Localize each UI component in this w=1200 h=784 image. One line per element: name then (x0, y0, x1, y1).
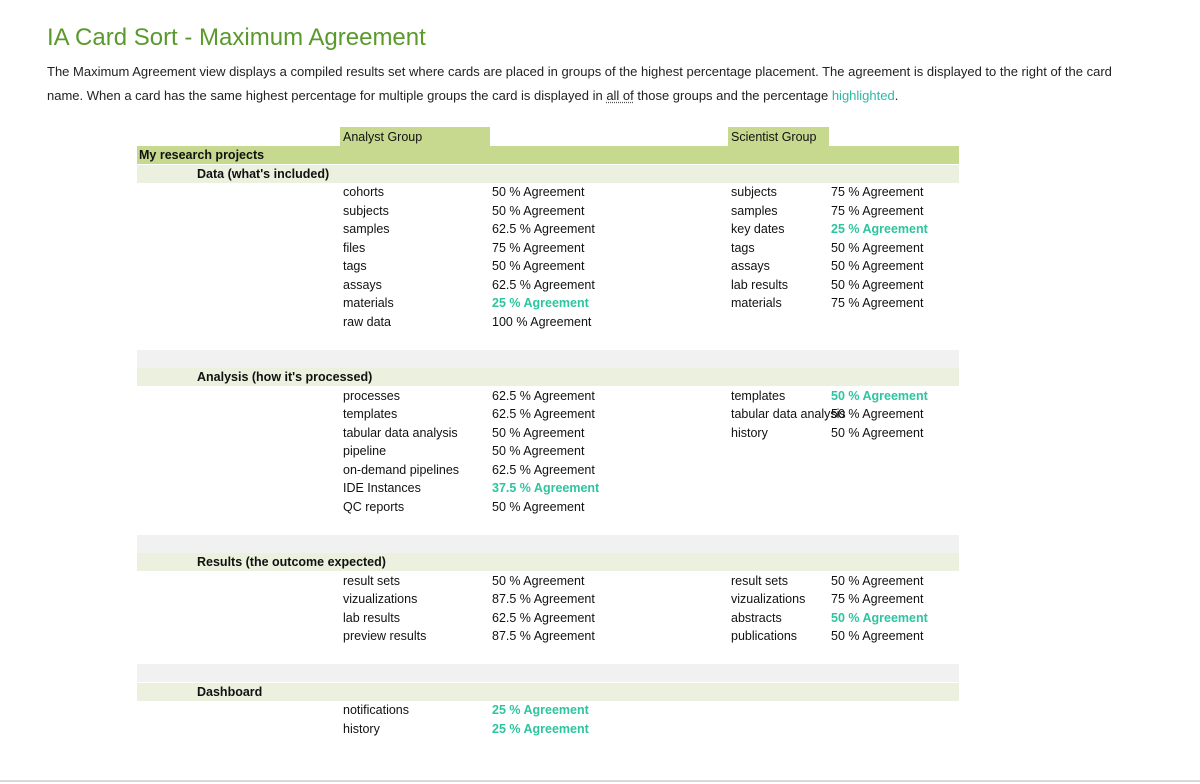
analyst-agreement: 25 % Agreement (492, 721, 589, 736)
section-label: Results (the outcome expected) (197, 555, 386, 569)
analyst-agreement: 50 % Agreement (492, 425, 585, 440)
analyst-card-name: templates (343, 407, 398, 421)
scientist-card-name: publications (731, 629, 798, 643)
analyst-agreement: 50 % Agreement (492, 573, 585, 588)
analyst-card-name: subjects (343, 203, 389, 218)
scientist-card-name: subjects (731, 185, 777, 199)
analyst-agreement: 25 % Agreement (492, 296, 589, 310)
scientist-card-name: materials (731, 296, 782, 310)
analyst-agreement: 50 % Agreement (492, 499, 585, 514)
analyst-agreement: 50 % Agreement (492, 185, 585, 199)
page-title: IA Card Sort - Maximum Agreement (47, 24, 426, 51)
analyst-agreement: 62.5 % Agreement (492, 407, 595, 421)
scientist-card-name: key dates (731, 222, 785, 236)
scientist-agreement: 75 % Agreement (831, 203, 924, 218)
analyst-agreement: 62.5 % Agreement (492, 610, 595, 625)
intro-text-1: The Maximum Agreement view displays a compiled results set where cards are placed in groups of the highest percentage placement. The agreement is displayed to the right of the card name. When a card has the same highest percentage for multiple groups the card is displayed in (47, 64, 1112, 103)
analyst-agreement: 62.5 % Agreement (492, 277, 595, 292)
analyst-card-name: tabular data analysis (343, 425, 458, 440)
spacer-band (137, 535, 959, 553)
intro-text-3: . (894, 87, 899, 103)
analyst-agreement: 75 % Agreement (492, 240, 585, 255)
analyst-card-name: lab results (343, 610, 400, 625)
scientist-group-header: Scientist Group (731, 130, 817, 144)
scientist-agreement: 50 % Agreement (831, 425, 924, 440)
scientist-agreement: 75 % Agreement (831, 185, 924, 199)
analyst-card-name: materials (343, 296, 394, 310)
analyst-card-name: samples (343, 222, 390, 236)
analyst-card-name: preview results (343, 629, 427, 643)
analyst-card-name: vizualizations (343, 592, 418, 606)
analyst-group-header: Analyst Group (343, 130, 423, 144)
project-label: My research projects (139, 148, 265, 162)
scientist-agreement: 75 % Agreement (831, 296, 924, 310)
analyst-card-name: QC reports (343, 499, 405, 514)
analyst-card-name: cohorts (343, 185, 384, 199)
scientist-card-name: templates (731, 388, 786, 403)
scientist-card-name: samples (731, 203, 778, 218)
analyst-card-name: raw data (343, 314, 391, 329)
section-label: Data (what's included) (197, 166, 330, 181)
scientist-card-name: lab results (731, 277, 788, 292)
analyst-card-name: assays (343, 277, 382, 292)
analyst-agreement: 62.5 % Agreement (492, 222, 595, 236)
analyst-agreement: 25 % Agreement (492, 703, 589, 717)
analyst-card-name: pipeline (343, 444, 387, 458)
scientist-agreement: 50 % Agreement (831, 407, 924, 421)
analyst-card-name: IDE Instances (343, 481, 421, 495)
analyst-agreement: 87.5 % Agreement (492, 592, 595, 606)
scientist-agreement: 75 % Agreement (831, 592, 924, 606)
analyst-agreement: 50 % Agreement (492, 444, 585, 458)
divider (0, 780, 1200, 782)
analyst-agreement: 37.5 % Agreement (492, 481, 600, 495)
scientist-card-name: tags (731, 240, 755, 255)
analyst-card-name: result sets (343, 573, 400, 588)
analyst-agreement: 62.5 % Agreement (492, 462, 595, 477)
analyst-card-name: files (343, 240, 366, 255)
scientist-card-name: abstracts (731, 610, 782, 625)
analyst-card-name: processes (343, 388, 400, 403)
section-label: Analysis (how it's processed) (197, 370, 373, 384)
spacer-band (137, 664, 959, 682)
scientist-agreement: 50 % Agreement (831, 573, 924, 588)
scientist-agreement: 50 % Agreement (831, 240, 924, 255)
scientist-agreement: 50 % Agreement (831, 277, 924, 292)
analyst-agreement: 62.5 % Agreement (492, 388, 595, 403)
scientist-agreement: 50 % Agreement (831, 629, 924, 643)
intro-text-2: those groups and the percentage (633, 87, 832, 103)
intro-highlight-word: highlighted (831, 87, 895, 103)
analyst-card-name: tags (343, 259, 367, 273)
scientist-card-name: result sets (731, 573, 788, 588)
section-label: Dashboard (197, 684, 263, 699)
analyst-agreement: 50 % Agreement (492, 203, 585, 218)
scientist-agreement: 50 % Agreement (831, 388, 928, 403)
analyst-agreement: 87.5 % Agreement (492, 629, 595, 643)
intro-emphasis: all of (606, 87, 634, 103)
scientist-agreement: 50 % Agreement (831, 610, 928, 625)
analyst-agreement: 100 % Agreement (492, 314, 592, 329)
scientist-agreement: 50 % Agreement (831, 259, 924, 273)
analyst-agreement: 50 % Agreement (492, 259, 585, 273)
spacer-band (137, 350, 959, 368)
scientist-card-name: assays (731, 259, 770, 273)
scientist-card-name: tabular data analysis (731, 407, 846, 421)
analyst-card-name: history (343, 721, 380, 736)
analyst-card-name: on-demand pipelines (343, 462, 460, 477)
scientist-card-name: vizualizations (731, 592, 806, 606)
scientist-card-name: history (731, 425, 768, 440)
analyst-card-name: notifications (343, 703, 410, 717)
scientist-agreement: 25 % Agreement (831, 222, 928, 236)
